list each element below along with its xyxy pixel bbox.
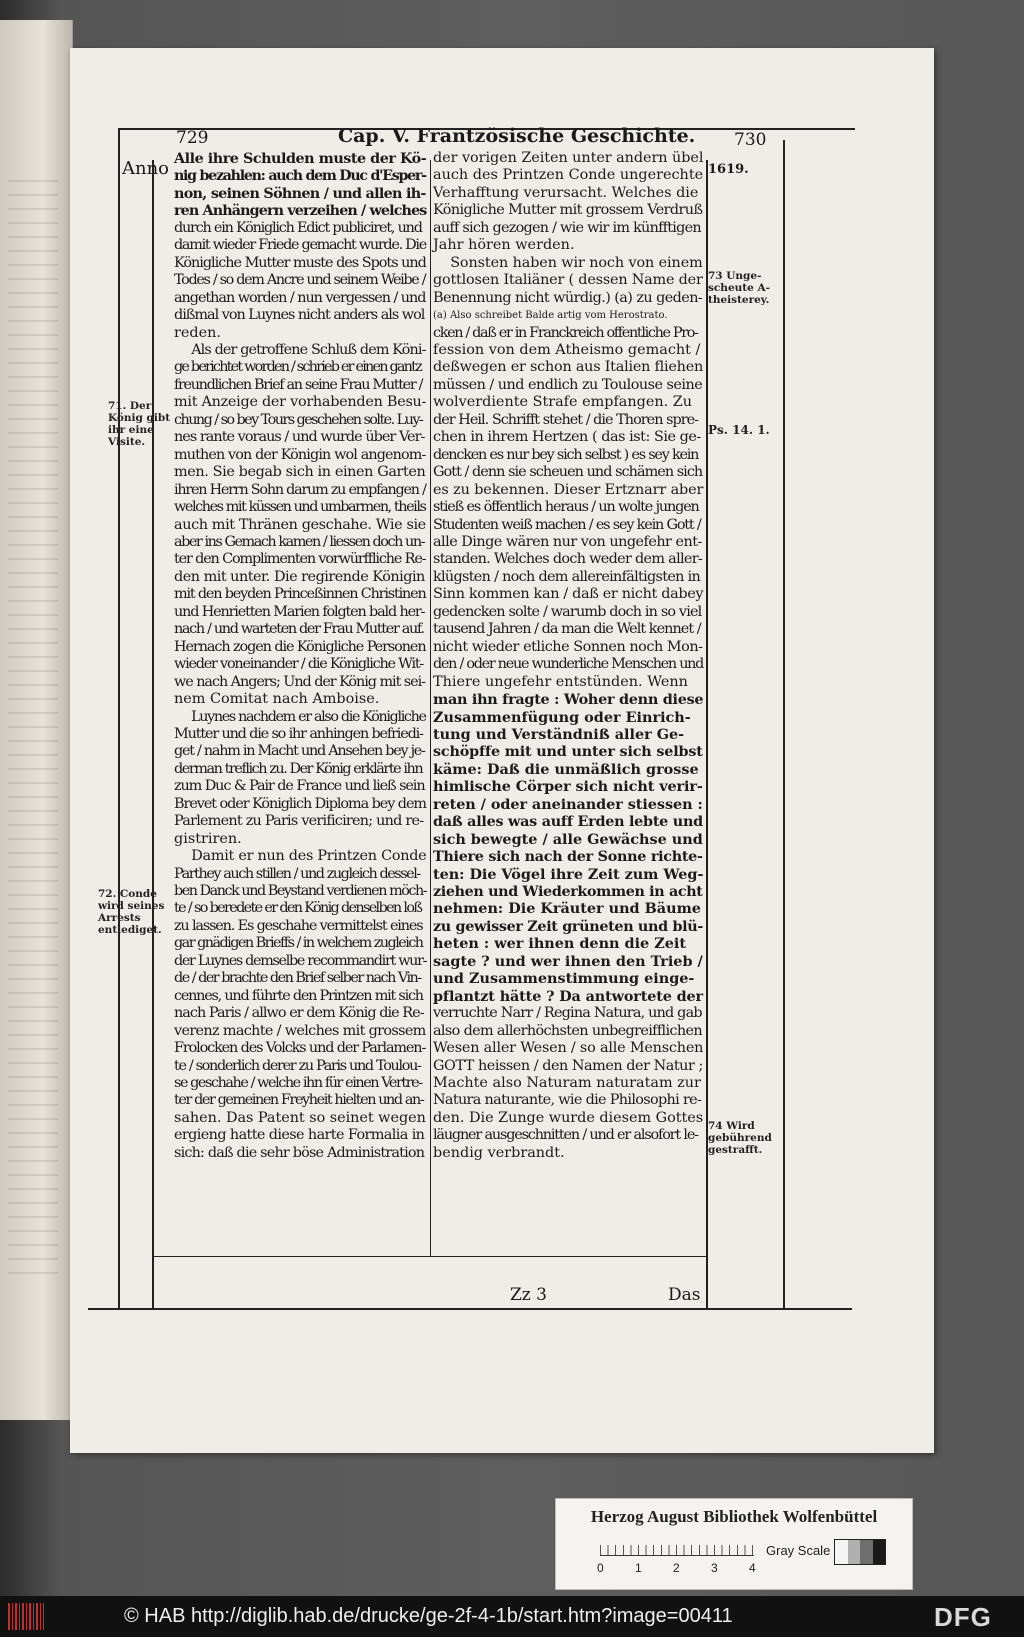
text-line: chen in ihrem Hertzen ( das ist: Sie ge- (433, 429, 701, 446)
note-line: 71. Der (108, 400, 152, 412)
text-line: Gott / denn sie scheuen und schämen sich (433, 464, 703, 481)
text-line: standen. Welches doch weder dem aller- (433, 551, 703, 568)
text-line: auff sich gezogen / wie wir im künfftigen (433, 219, 701, 236)
text-line: zu lassen. Es geschahe vermittelst eines (174, 917, 423, 934)
margin-note-73 (708, 270, 770, 306)
text-line: sahen. Das Patent so seinet wegen (174, 1109, 426, 1126)
text-line: Thiere sich nach der Sonne richte- (433, 848, 703, 866)
text-line: sich bewegte / alle Gewächse und (433, 830, 703, 848)
margin-anno: Anno (122, 158, 170, 179)
gray-scale-swatches (834, 1539, 886, 1565)
text-line: Wesen aller Wesen / so alle Menschen (433, 1040, 704, 1057)
text-line: läugner ausgeschnitten / und er alsofort le- (433, 1127, 698, 1144)
text-line: gar gnädigen Brieffs / in welchem zugleich (174, 935, 423, 952)
text-line: dißmal von Luynes nicht anders als wol (174, 307, 425, 324)
text-line: get / nahm in Macht und Ansehen bey je- (174, 743, 425, 760)
text-line: Natura naturante, wie die Philosophi re- (433, 1092, 702, 1109)
text-line: nem Comitat nach Amboise. (174, 691, 380, 708)
text-line: ge berichtet worden / schrieb er einen gantz (174, 359, 421, 376)
viewer-footer-bar (0, 1596, 1024, 1637)
note-line: wird seines (98, 900, 165, 912)
note-line: 74 Wird (708, 1120, 755, 1132)
text-line: nes rante voraus / und wurde über Ver- (174, 429, 425, 446)
text-line: Todes / so dem Ancre und seinem Weibe / (174, 272, 426, 289)
text-line: Parthey auch stillen / und zugleich dessel- (174, 865, 420, 882)
frame-left-inner-rule (152, 160, 154, 1308)
text-line: Sonsten haben wir noch von einem (450, 254, 703, 271)
margin-year: 1619. (708, 162, 749, 177)
text-line: angethan worden / nun vergessen / und (174, 289, 426, 306)
text-line: sagte ? und wer ihnen den Trieb / (433, 952, 703, 970)
page-number-right: 730 (734, 130, 767, 150)
gray-swatch (835, 1540, 848, 1564)
ruler-number: 1 (635, 1561, 642, 1575)
text-line: gedencken solte / warumb doch in so viel (433, 603, 702, 620)
text-line: ter der gemeinen Freyheit hielten und an- (174, 1092, 424, 1109)
text-line: Verhafftung verursacht. Welches die (433, 184, 699, 201)
text-line: Studenten weiß machen / es sey kein Gott / (433, 516, 701, 533)
note-line: Visite. (108, 436, 146, 448)
text-line: daß alles was auff Erden lebte und (433, 813, 703, 831)
note-line: ihr eine (108, 424, 154, 436)
margin-note-psalm (708, 424, 770, 436)
frame-column-divider (430, 160, 431, 1256)
text-line: verruchte Narr / Regina Natura, und gab (433, 1005, 702, 1022)
text-line: man ihn fragte : Woher denn diese (433, 691, 704, 709)
text-line: men. Sie begab sich in einen Garten (174, 464, 426, 481)
previous-page-edge (0, 20, 73, 1420)
text-line: dencken es nur bey sich selbst ) es sey kein (433, 446, 699, 463)
text-line: pflantzt hätte ? Da antwortete der (433, 987, 703, 1005)
text-line: alle Dinge wären nur von ungefehr ent- (433, 533, 702, 550)
text-line: zum Duc & Pair de France und ließ sein (174, 778, 425, 795)
text-line: chung / so bey Tours geschehen solte. Luy- (174, 411, 423, 428)
text-line: ten: Die Vögel ihre Zeit zum Weg- (433, 865, 704, 883)
note-line: 72. Conde (98, 888, 157, 900)
library-color-card (555, 1498, 913, 1590)
note-line: theisterey. (708, 294, 770, 306)
text-line: nicht wieder etliche Sonnen noch Mon- (433, 638, 703, 655)
book-page (70, 48, 934, 1453)
text-line: gistriren. (174, 830, 242, 847)
text-line: welches mit küssen und umbarmen, theils (174, 499, 426, 516)
text-line: der Heil. Schrifft stehet / die Thoren spre- (433, 411, 699, 428)
text-line: wolverdiente Strafe empfangen. Zu (433, 394, 693, 411)
gray-scale-label: Gray Scale (766, 1543, 831, 1558)
text-line: nach / und warteten der Frau Mutter auf. (174, 621, 424, 638)
text-line: Frolocken des Volcks und der Parlamen- (174, 1040, 426, 1057)
text-line: cennes, und führte den Printzen mit sich (174, 987, 423, 1004)
text-line: te / so beredete er den König denselben loß (174, 900, 422, 917)
text-line: se geschahe / welche ihn für einen Vertre- (174, 1075, 422, 1092)
text-line: derman treflich zu. Der König erklärte ihn (174, 760, 423, 777)
text-line: Königliche Mutter mit grossem Verdruß (433, 202, 703, 219)
note-line: Ps. 14. 1. (708, 423, 770, 437)
text-column-right (433, 150, 703, 1162)
text-line: und Henrietten Marien folgten bald her- (174, 603, 425, 620)
text-line: Hernach zogen die Königliche Personen (174, 638, 426, 655)
frame-left-outer-rule (118, 128, 120, 1308)
dfg-logo: DFG (934, 1602, 992, 1632)
copyright-url[interactable]: © HAB http://diglib.hab.de/drucke/ge-2f-4-1b/start.htm?image=00411 (124, 1605, 733, 1627)
note-line: König gibt (108, 412, 171, 424)
text-line: nach Paris / allwo er dem König die Re- (174, 1005, 424, 1022)
page-number-left: 729 (176, 128, 209, 148)
ruler-number: 4 (749, 1561, 756, 1575)
ruler-number: 3 (711, 1561, 718, 1575)
text-line: Luynes nachdem er also die Königliche (191, 708, 426, 725)
text-line: Brevet oder Königlich Diploma bey dem (174, 795, 426, 812)
text-line: es zu bekennen. Dieser Ertznarr aber (433, 481, 704, 498)
text-line: der vorigen Zeiten unter andern übel (433, 150, 704, 166)
frame-right-outer-rule (783, 140, 785, 1308)
text-line: ben Danck und Beystand verdienen möch- (174, 883, 427, 900)
text-line: Jahr hören werden. (433, 237, 575, 254)
text-line: Als der getroffene Schluß dem Köni- (191, 341, 426, 358)
text-line: klügsten / noch dem allereinfältigsten in (433, 568, 701, 585)
text-line: Parlement zu Paris verificiren; und re- (174, 813, 424, 830)
text-line: de / der brachte den Brief selber nach Vin- (174, 970, 421, 987)
signature-mark: Zz 3 (510, 1285, 547, 1305)
text-line: bendig verbrandt. (433, 1144, 565, 1161)
text-line: heten : wer ihnen denn die Zeit (433, 935, 686, 953)
text-line: reten / oder aneinander stiessen : (433, 795, 703, 813)
text-line: und Zusammenstimmung einge- (433, 970, 695, 988)
text-line: zu gewisser Zeit grüneten und blü- (433, 917, 703, 935)
library-name: Herzog August Bibliothek Wolfenbüttel (590, 1507, 878, 1526)
text-line: himlische Cörper sich nicht verir- (433, 778, 703, 796)
text-line: Zusammenfügung oder Einrich- (433, 708, 691, 726)
frame-bottom-rule (88, 1308, 852, 1310)
margin-note-74 (708, 1120, 772, 1156)
text-line: den. Die Zunge wurde diesem Gottes (433, 1109, 704, 1126)
text-line: ihren Herrn Sohn darum zu empfangen / (174, 481, 426, 498)
text-line: ren Anhängern verzeihen / welches (174, 202, 427, 220)
text-line: freundlichen Brief an seine Frau Mutter / (174, 376, 423, 393)
footnote-line: (a) Also schreibet Balde artig vom Herostrato. (433, 310, 668, 322)
text-line: den / oder neue wunderliche Menschen und (433, 656, 704, 673)
text-line: gottlosen Italiäner ( dessen Name der (433, 272, 703, 289)
text-line: nehmen: Die Kräuter und Bäume (433, 900, 701, 918)
text-line: wieder voneinander / die Königliche Wit- (174, 656, 424, 673)
text-line: Königliche Mutter muste des Spots und (174, 254, 426, 271)
catchword: Das (668, 1285, 701, 1305)
text-line: Machte also Naturam naturatam zur (433, 1075, 701, 1092)
text-line: durch ein Königlich Edict publiciret, und (174, 219, 422, 236)
text-line: tung und Verständniß aller Ge- (433, 725, 685, 743)
note-line: Arrests (98, 912, 141, 924)
text-line: den mit unter. Die regirende Königin (174, 568, 425, 585)
note-line: gebührend (708, 1132, 772, 1144)
text-line: sich: daß die sehr böse Administration (174, 1144, 425, 1161)
text-line: ziehen und Wiederkommen in acht (433, 883, 703, 901)
text-line: ergieng hatte diese harte Formalia in (174, 1127, 425, 1144)
text-line: aber ins Gemach kamen / liessen doch un- (174, 533, 425, 550)
text-line: muthen von der Königin wol angenom- (174, 446, 426, 463)
text-line: also dem allerhöchsten unbegreifflichen (433, 1022, 702, 1039)
ruler-number: 0 (597, 1561, 604, 1575)
text-line: nig bezahlen: auch dem Duc d'Esper- (174, 167, 426, 185)
ruler-number: 2 (673, 1561, 680, 1575)
note-line: gestrafft. (708, 1144, 763, 1156)
text-line: Alle ihre Schulden muste der Kö- (174, 150, 427, 167)
margin-note-72 (98, 888, 164, 936)
note-line: entlediget. (98, 924, 162, 936)
scale-ruler (600, 1535, 754, 1556)
text-line: der Luynes demselbe recommandirt wur- (174, 952, 427, 969)
text-line: tausend Jahren / da man die Welt kennet / (433, 621, 701, 638)
frame-bottom-inner-rule (152, 1256, 707, 1257)
running-title: Cap. V. Frantzösische Geschichte. (338, 125, 696, 147)
text-line: Thiere ungefehr entstünden. Wenn (433, 673, 688, 690)
gray-swatch (873, 1540, 886, 1564)
text-line: stieß es öffentlich heraus / un wolte jungen (433, 499, 699, 516)
text-line: ter den Complimenten vorwürffliche Re- (174, 551, 426, 568)
barcode-icon (8, 1603, 44, 1630)
text-line: käme: Daß die unmäßlich grosse (433, 760, 699, 778)
text-line: schöpffe mit und unter sich selbst (433, 743, 703, 761)
text-line: fession von dem Atheismo gemacht / (433, 341, 701, 358)
text-line: te / sonderlich derer zu Paris und Toulou- (174, 1057, 421, 1074)
text-line: GOTT heissen / den Namen der Natur ; (433, 1057, 703, 1074)
note-line: 73 Unge- (708, 270, 762, 282)
margin-note-71 (108, 400, 170, 448)
bleed-through-text (8, 180, 58, 1280)
text-line: mit Anzeige der vorhabenden Besu- (174, 394, 427, 411)
text-line: deßwegen er schon aus Italien fliehen (433, 359, 704, 376)
text-line: mit den beyden Princeßinnen Christinen (174, 586, 426, 603)
text-line: we nach Angers; Und der König mit sei- (174, 673, 425, 690)
text-line: Benennung nicht würdig.) (a) zu geden- (433, 289, 703, 306)
text-line: auch des Printzen Conde ungerechte (433, 167, 704, 184)
note-line: scheute A- (708, 282, 770, 294)
gray-swatch (848, 1540, 861, 1564)
text-line: müssen / und endlich zu Toulouse seine (433, 376, 703, 393)
text-line: auch mit Thränen geschahe. Wie sie (174, 516, 426, 533)
gray-swatch (860, 1540, 873, 1564)
text-line: verenz machte / welches mit grossem (174, 1022, 426, 1039)
text-line: damit wieder Friede gemacht wurde. Die (174, 237, 426, 254)
text-line: Sinn kommen kan / daß er nicht dabey (433, 586, 704, 603)
text-line: Damit er nun des Printzen Conde (191, 848, 427, 865)
text-line: Mutter und die so ihr anhingen befriedi- (174, 725, 423, 742)
text-line: reden. (174, 324, 221, 341)
text-column-left (174, 150, 426, 1162)
text-line: cken / daß er in Franckreich offentliche Pro- (433, 324, 698, 341)
text-line: non, seinen Söhnen / und allen ih- (174, 184, 426, 202)
